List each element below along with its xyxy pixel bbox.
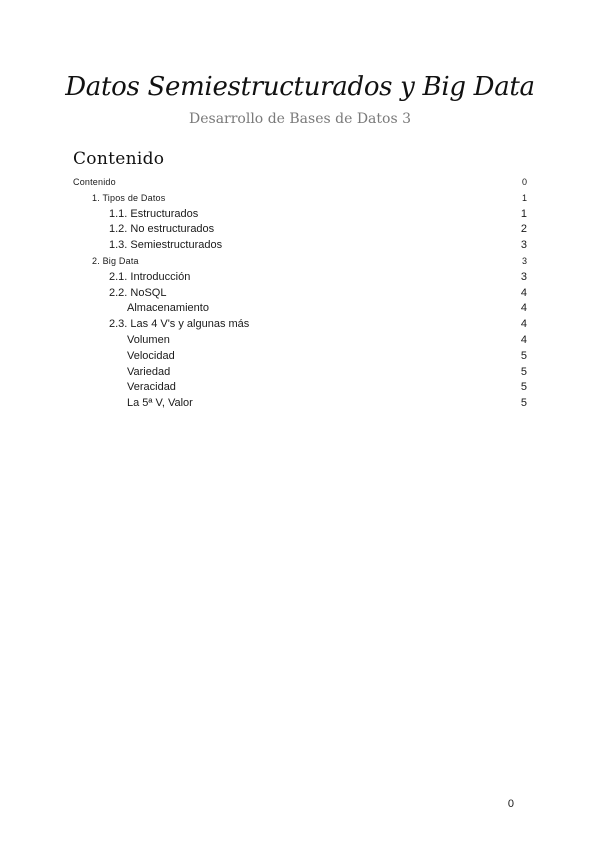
toc-entry-label: 1.1. Estructurados <box>109 207 199 220</box>
toc-entry[interactable] <box>0 379 600 395</box>
toc-entry-label: 1.3. Semiestructurados <box>109 239 223 252</box>
toc-entry-label: Velocidad <box>127 349 175 362</box>
toc-entry-page: 5 <box>520 365 527 378</box>
toc-entry-label: 1.2. No estructurados <box>109 223 215 236</box>
document-title: Datos Semiestructurados y Big Data <box>65 72 535 102</box>
toc-entry[interactable] <box>0 174 600 190</box>
toc-entry-page: 4 <box>520 286 527 299</box>
document-subtitle: Desarrollo de Bases de Datos 3 <box>189 111 411 127</box>
toc-entry[interactable] <box>0 364 600 380</box>
toc-heading: Contenido <box>73 149 165 169</box>
toc-entry-label: Variedad <box>127 365 171 378</box>
toc-entry-page: 4 <box>520 302 527 315</box>
toc-entry-page: 1 <box>521 192 527 203</box>
toc-entry-label: Contenido <box>73 177 116 187</box>
toc-entry-page: 3 <box>521 256 527 266</box>
toc-entry[interactable] <box>0 269 600 285</box>
toc-entry-label: Veracidad <box>127 381 176 394</box>
toc-entry[interactable] <box>0 253 600 269</box>
toc-entry[interactable] <box>0 206 600 222</box>
page-number: 0 <box>507 798 514 810</box>
toc-entry-label: La 5ª V, Valor <box>127 397 193 410</box>
toc-entry-page: 5 <box>520 397 527 410</box>
toc-entry-label: 2.3. Las 4 V's y algunas más <box>109 318 250 331</box>
toc-entry-page: 2 <box>520 223 527 236</box>
toc-entry-page: 4 <box>520 318 527 331</box>
toc-entry-page: 3 <box>520 270 527 283</box>
toc-entry-page: 3 <box>520 239 527 252</box>
toc-entry[interactable] <box>0 221 600 237</box>
toc-entry-page: 1 <box>520 207 527 220</box>
toc-entry[interactable] <box>0 190 600 206</box>
toc-entry-label: 2.1. Introducción <box>109 270 191 283</box>
toc-entry[interactable] <box>0 285 600 301</box>
toc-entry-label: Almacenamiento <box>127 302 209 315</box>
toc-entry-page: 4 <box>520 334 527 346</box>
toc-entry[interactable] <box>0 300 600 316</box>
toc-entry[interactable] <box>0 395 600 411</box>
toc-entry[interactable] <box>0 316 600 332</box>
toc-entry[interactable] <box>0 332 600 348</box>
toc-entry-label: 1. Tipos de Datos <box>92 192 166 203</box>
toc-entry-label: 2.2. NoSQL <box>109 286 167 299</box>
toc-entry-label: 2. Big Data <box>92 256 139 266</box>
toc-entry-page: 0 <box>521 177 527 187</box>
toc-entry[interactable] <box>0 237 600 253</box>
toc-entry-label: Volumen <box>127 334 170 346</box>
toc-entry[interactable] <box>0 348 600 364</box>
toc-entry-page: 5 <box>520 381 527 394</box>
toc-entry-page: 5 <box>520 349 527 362</box>
